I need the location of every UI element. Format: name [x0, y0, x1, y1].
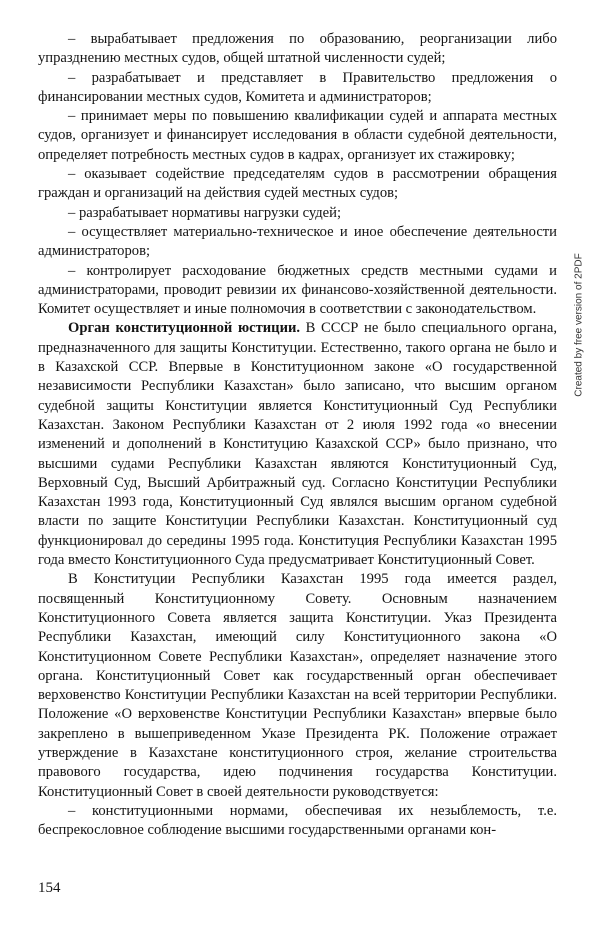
list-item: – оказывает содействие председателям судов в рассмотрении обращения граждан и организаций на действия судей местных судов; [38, 166, 557, 202]
body-paragraph: – конституционными нормами, обеспечивая их незыблемость, т.е. беспрекословное соблюдение высшими государственными органами кон- [38, 802, 557, 839]
list-item: – осуществляет материально-техническое и иное обеспечение деятельности администраторов; [38, 223, 557, 260]
section-heading: Орган конституционной юстиции. [68, 320, 301, 337]
section-text: В СССР не было специального органа, предназначенного для защиты Конституции. Естественно, такого органа не было и в Казахской ССР. Впервые в Конституционном законе «О государственной независимости Республики Казахстан» было записано, что высшим органом судебной защиты Конституции является Конституционный Суд Республики Казахстан. Законом Республики Казахстан от 2 июля 1992 года «о внесении изменений и дополнений в Конституцию Казахской ССР» было признано, что высшими судами Республики Казахстан являются Конституционный Суд, Верховный Суд, Высший Арбитражный суд. Согласно Конституции Республики Казахстан 1993 года, Конституционный Суд являлся высшим органом судебной власти по защите Конституции Республики Казахстан. Конституционный суд функционировал до середины 1995 года. Конституция Республики Казахстан 1995 года вместо Конституционного Суда предусматривает Конституционный Совет. [38, 320, 557, 569]
page-body [38, 30, 557, 840]
list-item: – разрабатывает и представляет в Правительство предложения о финансировании местных судов, Комитета и администраторов; [38, 69, 557, 105]
list-item: – вырабатывает предложения по образованию, реорганизации либо упразднению местных судов, общей штатной численности судей; [38, 31, 557, 67]
page-number: 154 [38, 880, 61, 896]
body-paragraph: В Конституции Республики Казахстан 1995 года имеется раздел, посвященный Конституционному Совету. Основным назначением Конституционного Совета является защита Конституции. Указ Президента Республики Казахстан, имеющий силу Конституционного закона «О Конституционном Совете Республики Казахстан», определяет назначение этого органа. Конституционный Совет как государственный орган обеспечивает верховенство Конституции Республики Казахстан на всей территории Республики. Положение «О верховенстве Конституции Республики Казахстан» впервые было закреплено в вышеприведенном Указе Президента РК. Положение отражает утверждение в Казахстане конституционного строя, желание строительства правового государства, идею подчинения государства Конституции. Конституционный Совет в своей деятельности руководствуется: [38, 571, 557, 800]
list-item: – принимает меры по повышению квалификации судей и аппарата местных судов, организует и финансирует исследования в области судебной деятельности, определяет потребность местных судов в кадрах, организует их стажировку; [38, 108, 557, 163]
list-item: – разрабатывает нормативы нагрузки судей; [68, 204, 342, 221]
watermark: Created by free version of 2PDF [573, 253, 585, 397]
section-paragraph [38, 319, 557, 570]
list-item: – контролирует расходование бюджетных средств местными судами и администраторами, проводит ревизии их финансово-хозяйственной деятельности. Комитет осуществляет и иные полномочия в соответствии с законодательством. [38, 262, 557, 318]
